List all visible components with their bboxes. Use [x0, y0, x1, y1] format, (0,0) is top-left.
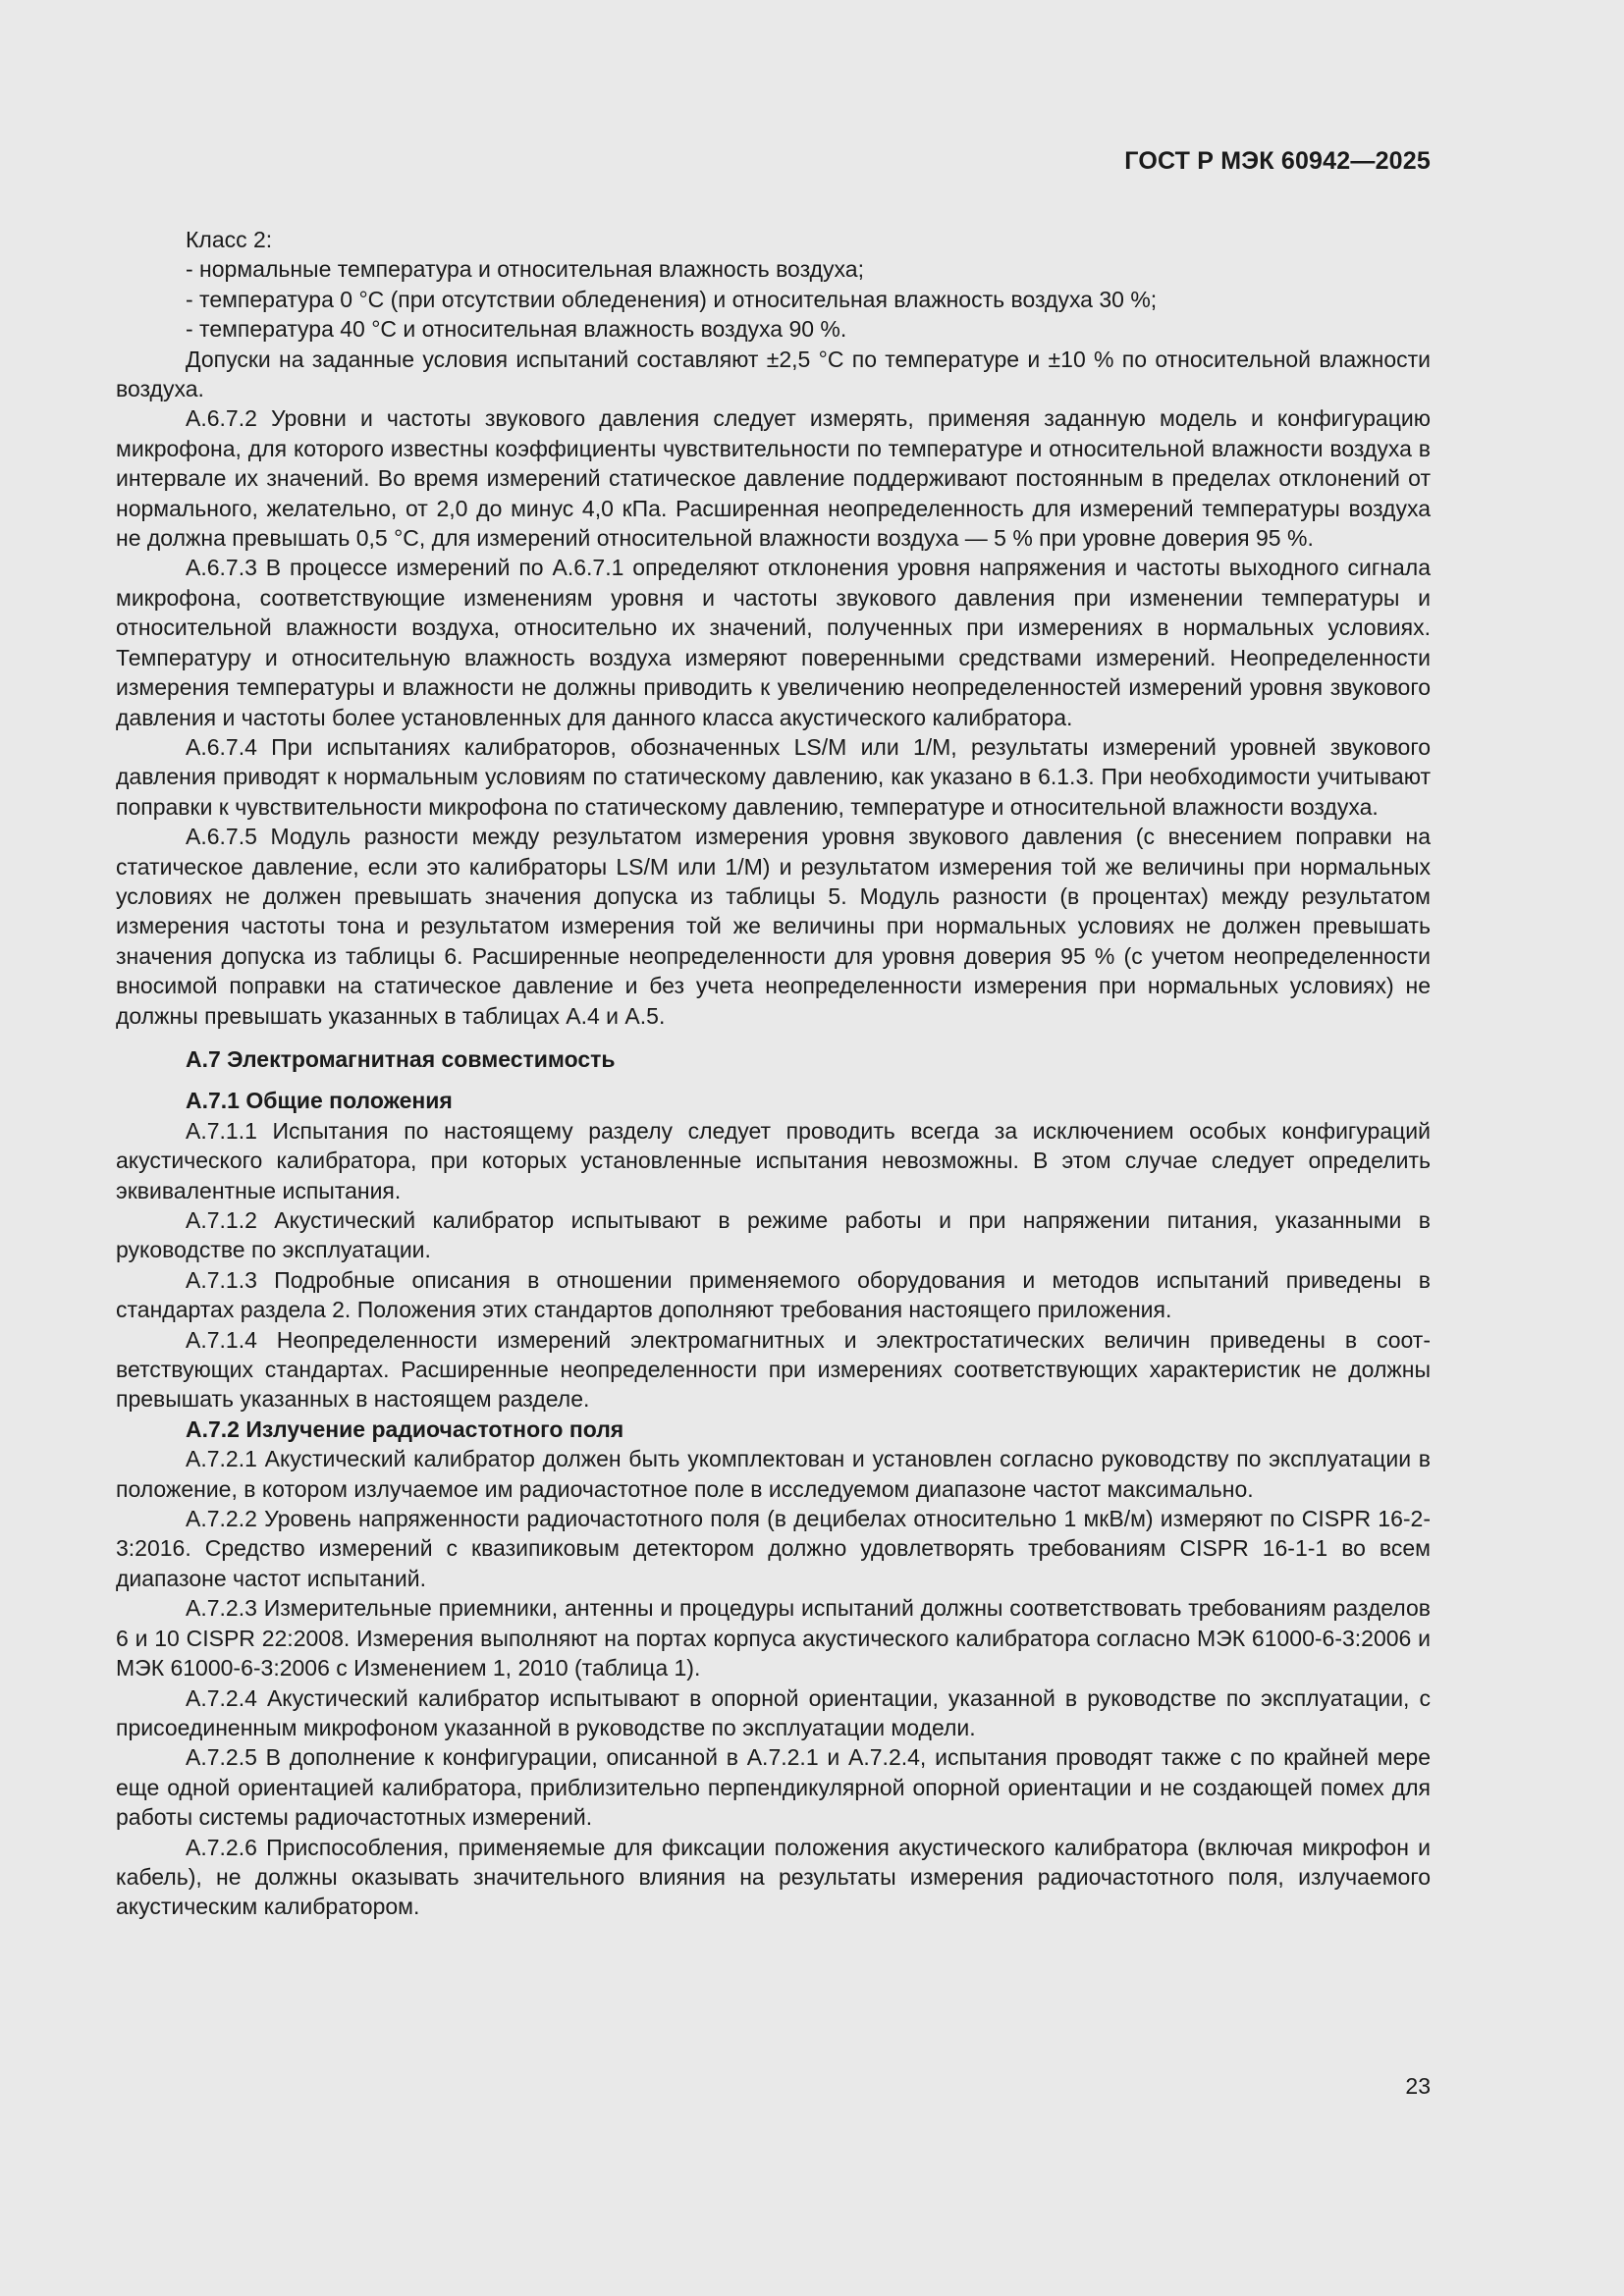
paragraph-a-6-7-3: А.6.7.3 В процессе измерений по А.6.7.1 определяют отклонения уровня напряжения и частоты выходного сигнала микрофона, соответствующие изменениям уровня и частоты звукового давления при изменении температуры и относительной влажности воздуха, относительно их значений, полученных при измерениях в нормальных условиях. Температуру и относительную влажность воздуха измеряют поверенными средствами измерений. Неопределенности измерения температуры и влажности не должны приводить к увеличению неопределенностей измерений уровня звукового давления и частоты более установленных для данного класса акустического калибратора. [116, 555, 1431, 730]
paragraph-a-7-1-4: А.7.1.4 Неопределенности измерений электромагнитных и электростатических величин приведены в соответствующих стандартах. Расширенные неопределенности при измерениях соответствующих характеристик не должны превышать указанных в настоящем разделе. [116, 1326, 1431, 1413]
paragraph-a-7-2-2: А.7.2.2 Уровень напряженности радиочастотного поля (в децибелах относительно 1 мкВ/м) измеряют по CISPR 16-2-3:2016. Средство измерений с квазипиковым детектором должно удовлетворять требованиям CISPR 16-1-1 во всем диапазоне частот испытаний. [116, 1506, 1431, 1591]
list-item: - температура 0 °C (при отсутствии обледенения) и относительная влажность воздуха 30 %; [186, 286, 1158, 312]
paragraph-a-7-2-4: А.7.2.4 Акустический калибратор испытывают в опорной ориентации, указанной в руководстве по эксплуатации, с присоединенным микрофоном указанной в руководстве по эксплуатации модели. [116, 1684, 1431, 1740]
paragraph-tolerances: Допуски на заданные условия испытаний составляют ±2,5 °C по температуре и ±10 % по относительной влажности воздуха. [116, 346, 1431, 402]
document-code-header: ГОСТ Р МЭК 60942—2025 [1124, 147, 1431, 175]
paragraph-a-7-2-1: А.7.2.1 Акустический калибратор должен быть укомплектован и установлен согласно руководству по эксплуатации в положение, в котором излучаемое им радиочастотное поле в исследуемом диапазоне частот максимально. [116, 1446, 1431, 1502]
paragraph-a-6-7-5: А.6.7.5 Модуль разности между результатом измерения уровня звукового давления (с внесением поправки на статическое давление, если это калибраторы LS/M или 1/M) и результатом измерения той же величины при нормальных условиях не должен превышать значения допуска из таблицы 5. Модуль разности (в процентах) между результатом измерения частоты тона и результатом измерения той же величины при нормальных условиях не должен превышать значения допуска из таблицы 6. Расширенные неопределенности для уровня доверия 95 % (с учетом неопределенности вносимой поправки на статическое давление и без учета неопределенности измерения при нормальных условиях) не должны превышать указанных в таблицах А.4 и А.5. [116, 824, 1431, 1029]
paragraph-a-7-1-1: А.7.1.1 Испытания по настоящему разделу следует проводить всегда за исключением особых конфигураций акустического калибратора, при которых установленные испытания невозможны. В этом случае следует определить эквивалентные испытания. [116, 1117, 1431, 1203]
page-body [116, 225, 1431, 1922]
paragraph-a-6-7-4: А.6.7.4 При испытаниях калибраторов, обозначенных LS/M или 1/M, результаты измерений уровней звукового давления приводят к нормальным условиям по статическому давлению, как указано в 6.1.3. При необходимости учитывают поправки к чувствительности микрофона по статическому давлению, температуре и относительной влажности воздуха. [116, 733, 1431, 820]
list-item: - температура 40 °C и относительная влажность воздуха 90 %. [186, 316, 847, 343]
section-heading-a-7-1: А.7.1 Общие положения [186, 1088, 453, 1114]
list-item: - нормальные температура и относительная влажность воздуха; [186, 256, 864, 283]
section-heading-a-7: А.7 Электромагнитная совместимость [186, 1045, 616, 1072]
paragraph-a-7-2-5: А.7.2.5 В дополнение к конфигурации, описанной в А.7.2.1 и А.7.2.4, испытания проводят также с по крайней мере еще одной ориентацией калибратора, приблизительно перпендикулярной опорной ориентации и не создающей помех для работы системы радиочастотных измерений. [116, 1744, 1431, 1831]
paragraph-a-7-2-3: А.7.2.3 Измерительные приемники, антенны и процедуры испытаний должны соответствовать требованиям разделов 6 и 10 CISPR 22:2008. Измерения выполняют на портах корпуса акустического калибратора согласно МЭК 61000-6-3:2006 и МЭК 61000-6-3:2006 с Изменением 1, 2010 (таблица 1). [116, 1595, 1431, 1682]
paragraph-a-6-7-2: А.6.7.2 Уровни и частоты звукового давления следует измерять, применяя заданную модель и конфигурацию микрофона, для которого известны коэффициенты чувствительности по температуре и относительной влажности воздуха в интервале их значений. Во время измерений статическое давление поддерживают постоянным в пределах отклонений от нормального, желательно, от 2,0 до минус 4,0 кПа. Расширенная неопределенность для измерений температуры воздуха не должна превышать 0,5 °C, для измерений относительной влажности воздуха — 5 % при уровне доверия 95 %. [116, 405, 1431, 552]
page-number: 23 [1405, 2073, 1431, 2099]
paragraph-a-7-1-2: А.7.1.2 Акустический калибратор испытывают в режиме работы и при напряжении питания, указанными в руководстве по эксплуатации. [116, 1207, 1431, 1263]
paragraph-a-7-1-3: А.7.1.3 Подробные описания в отношении применяемого оборудования и методов испытаний приведены в стандартах раздела 2. Положения этих стандартов дополняют требования настоящего приложения. [116, 1266, 1431, 1323]
paragraph-a-7-2-6: А.7.2.6 Приспособления, применяемые для фиксации положения акустического калибратора (включая микрофон и кабель), не должны оказывать значительного влияния на результаты измерения радиочастотного поля, излучаемого акустическим калибратором. [116, 1834, 1431, 1920]
section-heading-a-7-2: А.7.2 Излучение радиочастотного поля [186, 1415, 624, 1442]
class-2-label: Класс 2: [186, 227, 273, 252]
